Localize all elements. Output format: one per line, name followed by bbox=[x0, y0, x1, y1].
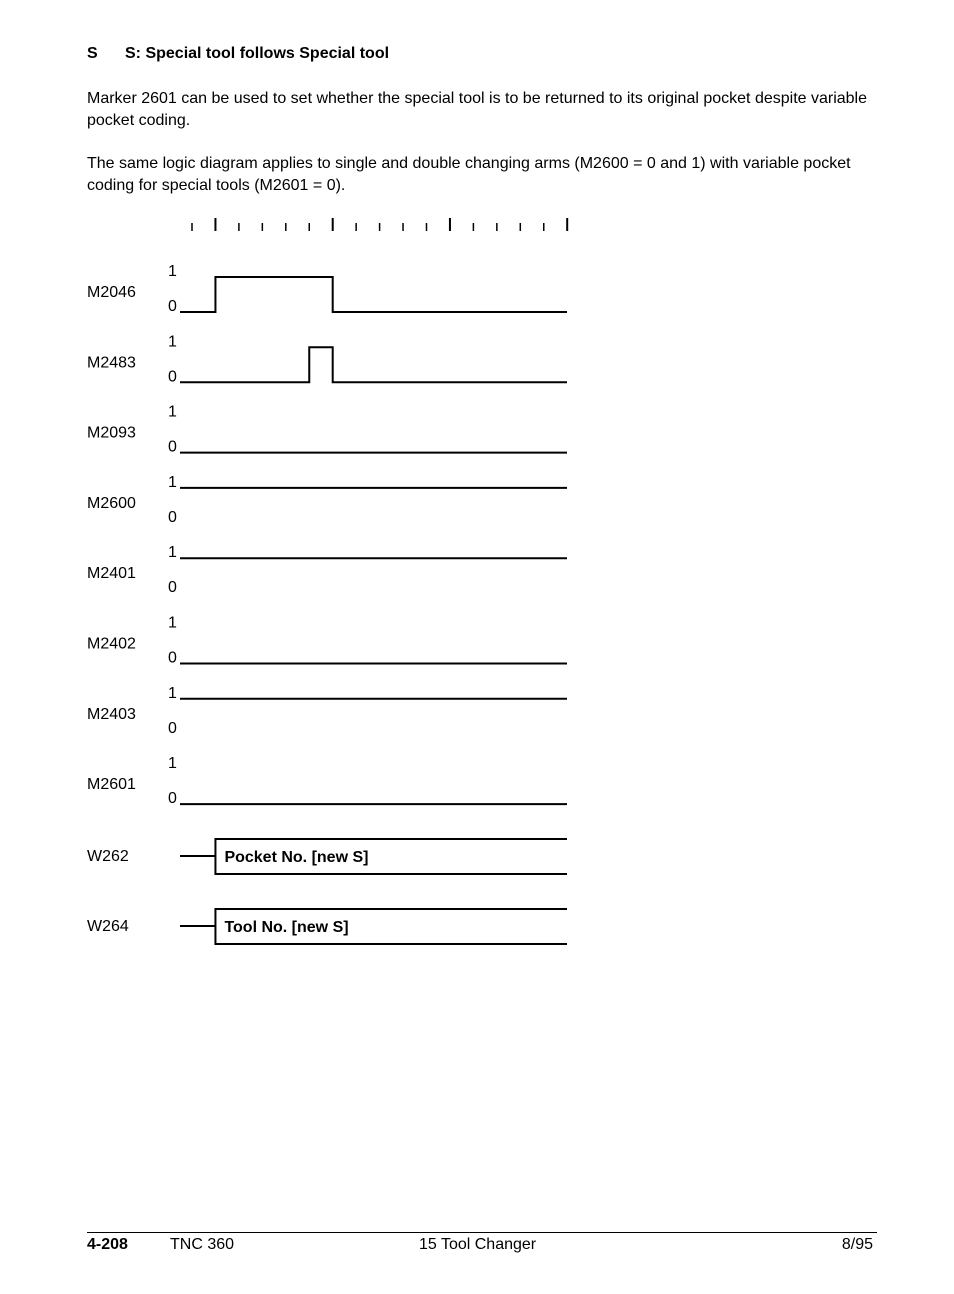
level-low-label: 0 bbox=[168, 298, 177, 315]
signal-label: M2402 bbox=[87, 635, 136, 653]
word-label: W264 bbox=[87, 918, 129, 935]
signal-label: M2601 bbox=[87, 776, 136, 794]
level-low-label: 0 bbox=[168, 508, 177, 526]
level-low-label: 0 bbox=[168, 649, 177, 667]
level-high-label: 1 bbox=[168, 403, 177, 421]
level-high-label: 1 bbox=[168, 333, 177, 351]
signal-label: M2093 bbox=[87, 424, 136, 442]
footer-rule bbox=[87, 1232, 877, 1233]
word-value: Pocket No. [new S] bbox=[224, 849, 369, 866]
signal-label: M2600 bbox=[87, 494, 136, 512]
section-title: S: Special tool follows Special tool bbox=[125, 45, 390, 62]
level-low-label: 0 bbox=[168, 438, 177, 456]
level-high-label: 1 bbox=[168, 684, 177, 702]
level-high-label: 1 bbox=[168, 614, 177, 632]
signal-label: M2046 bbox=[87, 284, 136, 301]
product-name: TNC 360 bbox=[170, 1236, 235, 1253]
level-low-label: 0 bbox=[168, 790, 177, 808]
level-high-label: 1 bbox=[168, 755, 177, 773]
section-letter: S bbox=[87, 45, 98, 62]
signal-label: M2483 bbox=[87, 354, 136, 372]
signal-waveform bbox=[180, 277, 567, 312]
signal-label: M2403 bbox=[87, 705, 136, 723]
logic-diagram-description: The same logic diagram applies to single and double changing arms (M2600 = 0 and 1) with variable pocket coding for special tools (M2601 = 0). bbox=[87, 155, 851, 194]
level-high-label: 1 bbox=[168, 263, 177, 280]
level-low-label: 0 bbox=[168, 719, 177, 737]
level-low-label: 0 bbox=[168, 579, 177, 597]
level-high-label: 1 bbox=[168, 544, 177, 562]
page-number: 4-208 bbox=[87, 1236, 128, 1253]
word-label: W262 bbox=[87, 848, 129, 865]
chapter-title: 15 Tool Changer bbox=[419, 1236, 537, 1253]
signal-label: M2401 bbox=[87, 565, 136, 583]
intro-paragraph: Marker 2601 can be used to set whether the special tool is to be returned to its original pocket despite variable pocket coding. bbox=[87, 90, 868, 129]
edition-date: 8/95 bbox=[841, 1236, 873, 1253]
level-low-label: 0 bbox=[168, 368, 177, 386]
signal-waveform bbox=[180, 347, 567, 382]
word-value: Tool No. [new S] bbox=[224, 919, 349, 936]
level-high-label: 1 bbox=[168, 473, 177, 491]
